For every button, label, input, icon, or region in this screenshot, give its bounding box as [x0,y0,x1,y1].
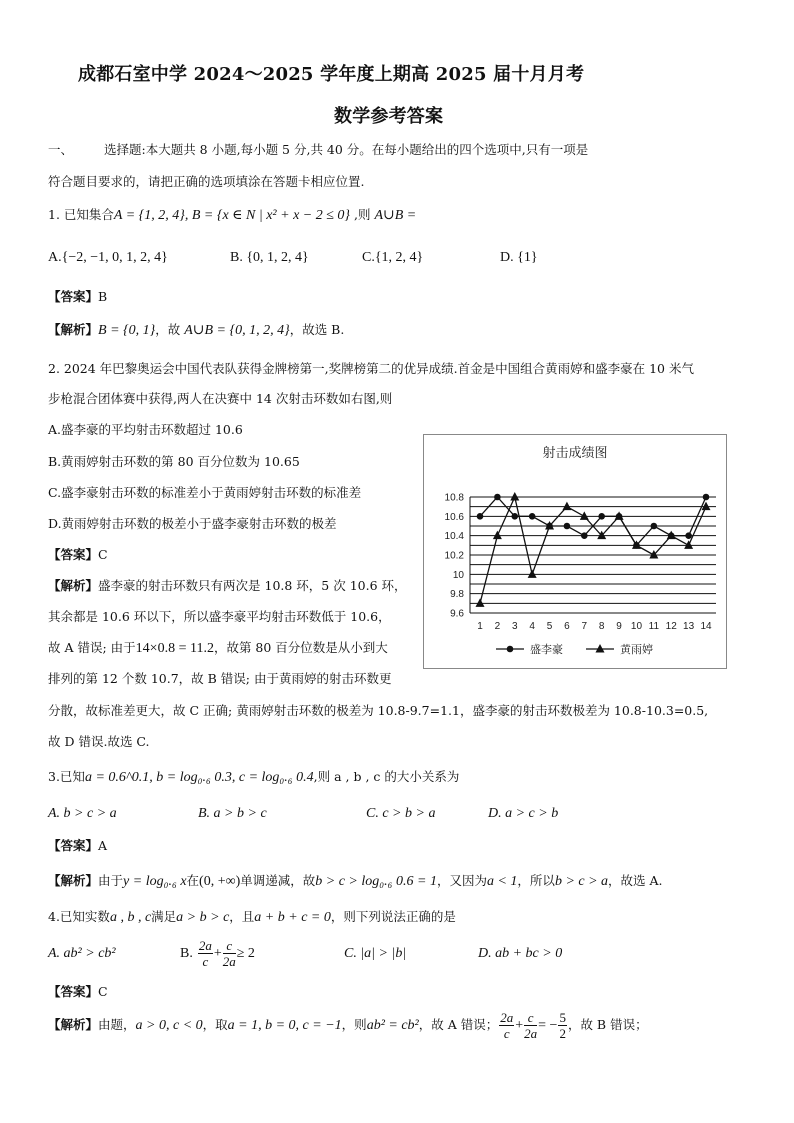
q2-option-b: B.黄雨婷射击环数的第 80 百分位数为 10.65 [48,454,300,469]
shooting-score-chart [423,434,727,669]
q1-option-b: B. {0, 1, 2, 4} [230,250,309,265]
q1-answer: 【答案】B [48,289,108,304]
data-point-triangle [580,511,589,519]
q4-option-c: C. |a| > |b| [344,946,407,961]
x-tick-label: 5 [546,621,553,632]
legend-marker-circle [507,646,514,653]
q2-analysis-line3: 故 A 错误; 由于14×0.8 = 11.2，故第 80 百分位数是从小到大 [48,640,388,656]
y-tick-label: 10.8 [444,492,464,504]
data-point-triangle [510,492,519,501]
q4-option-b: B. $\frac{2a}{c}$ + $\frac{c}{2a}$ ≥ 2 [180,938,255,969]
data-point-triangle [493,531,502,540]
q1-stem: 1. 已知集合A = {1, 2, 4}, B = {x ∈ N | x² + x − 2 ≤ 0} ,则 A∪B = [48,207,417,223]
data-point-circle [477,513,484,520]
x-tick-label: 13 [683,621,695,632]
legend-label-2: 黄雨婷 [620,644,653,656]
q4-option-d: D. ab + bc > 0 [478,946,563,961]
q4-answer: 【答案】C [48,984,108,999]
q4-stem: 4.已知实数a , b , c满足a > b > c，且a + b + c = 0，则下列说法正确的是 [48,909,456,925]
q3-option-a: A. b > c > a [48,806,117,821]
q2-analysis-line2: 其余都是 10.6 环以下，所以盛李豪平均射击环数低于 10.6， [48,609,391,624]
q2-analysis-line5: 分散，故标准差更大，故 C 正确; 黄雨婷射击环数的极差为 10.8-9.7=1.1，盛李豪的射击环数极差为 10.8-10.3=0.5, [48,703,709,718]
x-tick-label: 10 [630,621,643,632]
section-number: 一、 [48,142,74,157]
data-point-triangle [562,502,571,511]
data-point-circle [598,513,605,520]
y-tick-label: 10.4 [444,531,464,543]
legend-marker-triangle [596,644,605,653]
q3-stem: 3.已知a = 0.6^0.1, b = log₀.₆ 0.3, c = log₀.₆ 0.4,则 a , b , c 的大小关系为 [48,769,460,785]
q1-option-a: A.{−2, −1, 0, 1, 2, 4} [48,250,168,265]
q2-answer: 【答案】C [48,547,108,562]
series-line-2 [480,497,706,603]
x-tick-label: 9 [616,621,622,632]
x-tick-label: 14 [700,621,712,632]
q3-analysis: 【解析】由于y = log₀.₆ x在(0, +∞)单调递减，故b > c > log₀.₆ 0.6 = 1，又因为a < 1，所以b > c > a，故选 A. [48,873,663,889]
section-instructions-line1: 选择题:本大题共 8 小题,每小题 5 分,共 40 分。在每小题给出的四个选项中,只有一项是 [104,142,589,157]
q2-analysis-line1: 【解析】盛李豪的射击环数只有两次是 10.8 环，5 次 10.6 环， [48,578,407,593]
q3-option-c: C. c > b > a [366,806,436,821]
q2-analysis-line6: 故 D 错误.故选 C. [48,734,150,749]
x-tick-label: 6 [564,621,570,632]
y-tick-label: 10.6 [444,511,464,523]
answer-key-title: 数学参考答案 [334,106,444,127]
q2-option-a: A.盛李豪的平均射击环数超过 10.6 [48,422,243,437]
data-point-circle [529,513,536,520]
q3-option-b: B. a > b > c [198,806,267,821]
x-tick-label: 4 [529,621,535,632]
q2-analysis-line4: 排列的第 12 个数 10.7，故 B 错误; 由于黄雨婷的射击环数更 [48,671,392,686]
q1-analysis: 【解析】B = {0, 1}，故 A∪B = {0, 1, 2, 4}，故选 B. [48,322,345,338]
y-tick-label: 9.6 [450,608,464,620]
q3-answer: 【答案】A [48,838,108,853]
x-tick-label: 7 [581,621,588,632]
data-point-triangle [528,569,537,578]
chart-title: 射击成绩图 [542,445,608,460]
data-point-triangle [476,598,485,607]
q3-option-d: D. a > c > b [488,806,559,821]
q4-option-a: A. ab² > cb² [48,946,116,961]
q4-analysis: 【解析】由题，a > 0, c < 0，取a = 1, b = 0, c = −1，则ab² = cb²，故 A 错误； $\frac{2a}{c}$ + $\frac{c}{2a}$ = − $\frac{5}{2}$ ，故 B 错误； [48,1010,648,1041]
y-tick-label: 9.8 [450,589,464,601]
data-point-circle [564,523,571,530]
q1-option-d: D. {1} [500,250,538,265]
q1-option-c: C.{1, 2, 4} [362,250,424,265]
data-point-circle [685,532,692,539]
chart-canvas [424,435,726,668]
y-tick-label: 10 [452,569,464,581]
q2-stem-line2: 步枪混合团体赛中获得,两人在决赛中 14 次射击环数如右图,则 [48,391,393,406]
q2-option-d: D.黄雨婷射击环数的极差小于盛李豪射击环数的极差 [48,516,337,531]
y-tick-label: 10.2 [444,550,464,562]
data-point-circle [511,513,518,520]
data-point-circle [581,532,588,539]
x-tick-label: 11 [648,621,660,632]
data-point-triangle [684,540,693,549]
legend-label-1: 盛李豪 [530,644,563,656]
x-tick-label: 2 [494,621,501,632]
x-tick-label: 1 [477,621,483,632]
x-tick-label: 12 [665,621,677,632]
data-point-circle [494,494,501,501]
data-point-circle [703,494,710,501]
q2-option-c: C.盛李豪射击环数的标准差小于黄雨婷射击环数的标准差 [48,485,362,500]
data-point-circle [651,523,658,530]
section-instructions-line2: 符合题目要求的，请把正确的选项填涂在答题卡相应位置. [48,174,365,189]
x-tick-label: 8 [598,621,605,632]
x-tick-label: 3 [511,621,518,632]
exam-title: 成都石室中学 2024～2025 学年度上期高 2025 届十月月考 [78,64,585,85]
q2-stem-line1: 2. 2024 年巴黎奥运会中国代表队获得金牌榜第一,奖牌榜第二的优异成绩.首金是中国组合黄雨婷和盛李豪在 10 米气 [48,361,694,376]
